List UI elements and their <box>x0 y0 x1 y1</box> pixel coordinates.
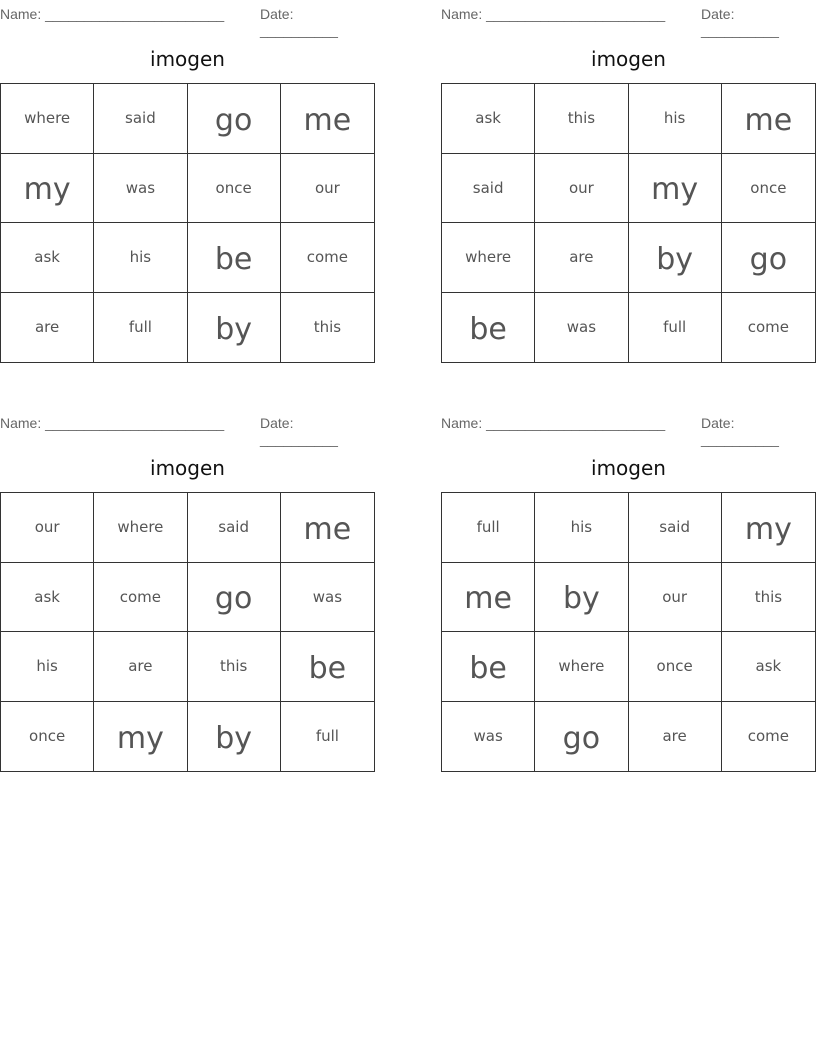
grid-cell: are <box>1 293 94 363</box>
grid-cell: ask <box>1 563 94 633</box>
grid-cell: this <box>188 632 281 702</box>
grid-cell: once <box>1 702 94 772</box>
grid-cell: go <box>722 223 815 293</box>
card-title: imogen <box>150 456 225 480</box>
header-line <box>441 6 816 38</box>
name-field: Name: _______________________ <box>0 415 225 431</box>
grid-cell: by <box>629 223 722 293</box>
bingo-grid <box>0 83 375 363</box>
grid-cell: this <box>535 84 628 154</box>
grid-cell: ask <box>1 223 94 293</box>
grid-cell: come <box>747 727 789 746</box>
card-title: imogen <box>591 47 666 71</box>
grid-cell: his <box>535 493 628 563</box>
grid-cell: his <box>629 84 722 154</box>
grid-cell: me <box>442 563 535 633</box>
header-line <box>441 415 816 447</box>
grid-cell: come <box>94 563 187 633</box>
grid-cell: go <box>188 84 281 154</box>
grid-cell: ask <box>722 632 815 702</box>
grid-cell: once <box>188 154 281 224</box>
header-line <box>0 6 375 38</box>
grid-cell: was <box>281 563 374 633</box>
card-title: imogen <box>591 456 666 480</box>
grid-cell: be <box>442 632 535 702</box>
grid-cell: my <box>94 702 187 772</box>
name-field: Name: _______________________ <box>441 6 666 22</box>
grid-cell: said <box>629 493 722 563</box>
grid-cell: said <box>442 154 535 224</box>
grid-cell: me <box>281 493 374 563</box>
grid-cell: our <box>281 154 374 224</box>
grid-cell: are <box>94 632 187 702</box>
grid-cell: my <box>629 154 722 224</box>
date-field: Date: __________ <box>260 6 338 38</box>
date-field: Date: __________ <box>701 415 779 447</box>
grid-cell: once <box>629 632 722 702</box>
grid-cell: go <box>188 563 281 633</box>
grid-cell: said <box>188 493 281 563</box>
grid-cell: was <box>442 702 535 772</box>
grid-cell: are <box>629 702 722 772</box>
grid-cell: his <box>1 632 94 702</box>
grid-cell: was <box>94 154 187 224</box>
grid-cell: come <box>747 318 789 337</box>
grid-cell: me <box>722 84 815 154</box>
grid-cell: where <box>442 223 535 293</box>
grid-cell: this <box>313 318 342 337</box>
bingo-grid <box>441 83 816 363</box>
grid-cell: be <box>442 293 535 363</box>
grid-cell: where <box>535 632 628 702</box>
grid-cell: was <box>535 293 628 363</box>
bingo-grid <box>0 492 375 772</box>
grid-cell: by <box>535 563 628 633</box>
grid-cell: our <box>1 493 94 563</box>
grid-cell: be <box>281 632 374 702</box>
grid-cell: come <box>281 223 374 293</box>
header-line <box>0 415 375 447</box>
grid-cell: his <box>94 223 187 293</box>
grid-cell: by <box>188 702 281 772</box>
bingo-grid <box>441 492 816 772</box>
grid-cell: our <box>629 563 722 633</box>
grid-cell: full <box>94 293 187 363</box>
grid-cell: go <box>535 702 628 772</box>
date-field: Date: __________ <box>701 6 779 38</box>
grid-cell: where <box>1 84 94 154</box>
grid-cell: once <box>722 154 815 224</box>
grid-cell: our <box>535 154 628 224</box>
grid-cell: by <box>188 293 281 363</box>
grid-cell: full <box>315 727 339 746</box>
grid-cell: this <box>722 563 815 633</box>
grid-cell: my <box>1 154 94 224</box>
card-title: imogen <box>150 47 225 71</box>
grid-cell: full <box>442 493 535 563</box>
grid-cell: me <box>281 84 374 154</box>
grid-cell: be <box>188 223 281 293</box>
grid-cell: where <box>94 493 187 563</box>
name-field: Name: _______________________ <box>441 415 666 431</box>
grid-cell: said <box>94 84 187 154</box>
date-field: Date: __________ <box>260 415 338 447</box>
name-field: Name: _______________________ <box>0 6 225 22</box>
grid-cell: full <box>629 293 722 363</box>
grid-cell: ask <box>442 84 535 154</box>
grid-cell: my <box>722 493 815 563</box>
grid-cell: are <box>535 223 628 293</box>
